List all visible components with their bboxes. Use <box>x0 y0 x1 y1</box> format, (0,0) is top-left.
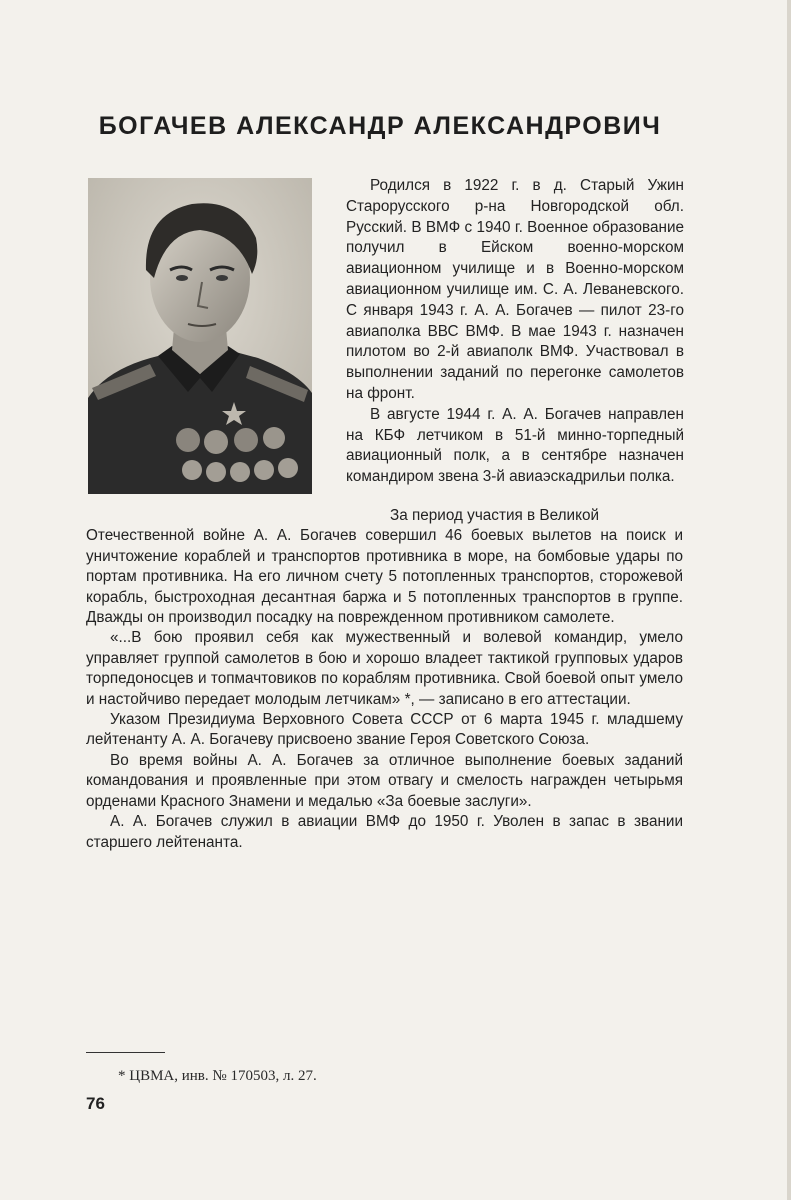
column-text <box>346 176 684 488</box>
paragraph: Во время войны А. А. Богачев за отличное выполнение боевых заданий командования и проявленные при этом отвагу и смелость награжден четырьмя орденами Красного Знамени и медалью «За боевые заслуги». <box>86 751 683 810</box>
paragraph: Отечественной войне А. А. Богачев совершил 46 боевых вылетов на поиск и уничтожение кораблей и транспортов противника в море, на бомбовые удары по портам противника. На его личном счету 5 потопленных транспортов, сторожевой корабль, быстроходная десантная баржа и 5 потопленных транспортов в группе. Дважды он производил посадку на поврежденном противником самолете. <box>86 527 683 627</box>
page-number: 76 <box>86 1094 105 1113</box>
paragraph: Родился в 1922 г. в д. Старый Ужин Старорусского р-на Новгородской обл. Русский. В ВМФ с 1940 г. Военное образование получил в Ейском военно-морском авиационном училище и в Военно-морском авиационном училище им. С. А. Леваневского. С января 1943 г. А. А. Богачев — пилот 23-го авиаполка ВВС ВМФ. В мае 1943 г. назначен пилотом во 2-й авиаполк ВМФ. Участвовал в выполнении заданий по перегонке самолетов на фронт. <box>346 177 684 402</box>
paragraph: В августе 1944 г. А. А. Богачев направлен на КБФ летчиком в 51-й минно-торпедный авиационный полк, а в сентябре назначен командиром звена 3-й авиаэскадрильи полка. <box>346 405 684 486</box>
paragraph-lead: За период участия в Великой <box>390 507 600 524</box>
footnote-rule <box>86 1052 165 1053</box>
portrait-icon <box>88 178 312 494</box>
paragraph: Указом Президиума Верховного Совета СССР от 6 марта 1945 г. младшему лейтенанту А. А. Богачеву присвоено звание Героя Советского Союза. <box>86 711 683 749</box>
footnote: * ЦВМА, инв. № 170503, л. 27. <box>118 1068 317 1084</box>
page-title: БОГАЧЕВ АЛЕКСАНДР АЛЕКСАНДРОВИЧ <box>98 111 662 140</box>
body-text <box>86 506 683 853</box>
quote-paragraph: «...В бою проявил себя как мужественный и волевой командир, умело управляет группой самолетов в бою и хорошо владеет тактикой групповых ударов торпедоносцев и топмачтовиков по кораблям противника. Свой боевой опыт умело и настойчиво передает молодым летчикам» *, — записано в его аттестации. <box>86 629 683 708</box>
page-edge <box>787 0 791 1200</box>
portrait-photo <box>88 178 312 494</box>
paragraph: А. А. Богачев служил в авиации ВМФ до 1950 г. Уволен в запас в звании старшего лейтенанта. <box>86 813 683 851</box>
